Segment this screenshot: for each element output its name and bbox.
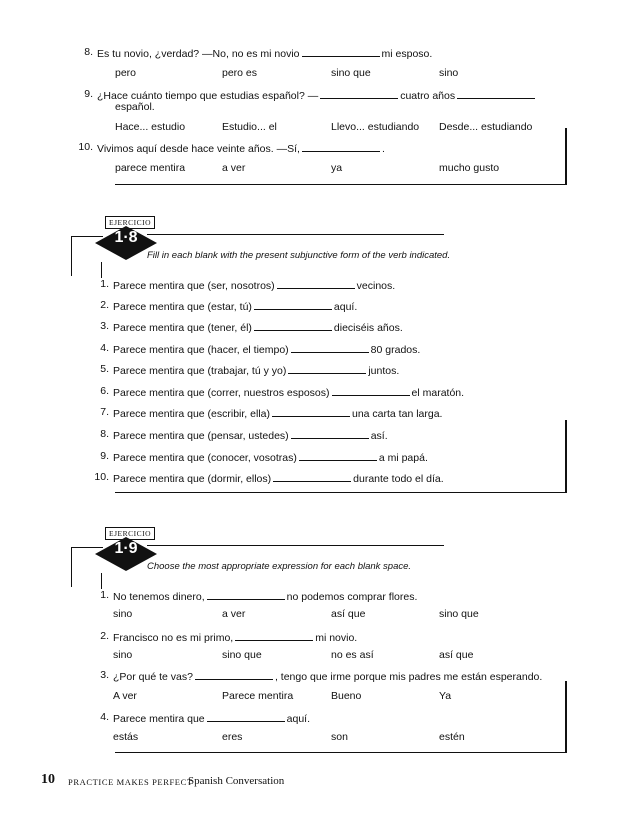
item-text-after: dieciséis años.: [333, 322, 403, 334]
option: pero: [115, 67, 137, 79]
item-text-after: a mi papá.: [378, 452, 428, 464]
item-number: 6.: [100, 385, 109, 397]
answer-blank[interactable]: [207, 589, 285, 600]
question-text-after: mi esposo.: [381, 48, 433, 60]
question-text: ¿Por qué te vas?: [113, 671, 193, 683]
item-text: Parece mentira que (dormir, ellos): [113, 473, 272, 485]
exercise-tag: EJERCICIO: [105, 527, 155, 540]
item-text: Parece mentira que (ser, nosotros): [113, 280, 275, 292]
box-bottom-rule: [115, 752, 567, 753]
answer-blank[interactable]: [332, 385, 410, 396]
book-title: Spanish Conversation: [188, 775, 285, 787]
item-text-after: aquí.: [333, 301, 358, 313]
answer-blank[interactable]: [235, 630, 313, 641]
question-text-after: , tengo que irme porque mis padres me están esperando.: [274, 671, 543, 683]
option: Llevo... estudiando: [331, 121, 420, 133]
exercise-left-rule-v: [71, 547, 72, 587]
answer-blank[interactable]: [254, 320, 332, 331]
option: a ver: [222, 162, 246, 174]
answer-blank[interactable]: [207, 711, 285, 722]
item-text-after: durante todo el día.: [353, 473, 444, 485]
item-number: 4.: [100, 342, 109, 354]
item-number: 9.: [100, 450, 109, 462]
page-number: 10: [41, 772, 55, 787]
item-number: 8.: [100, 428, 109, 440]
item-text-after: vecinos.: [356, 280, 396, 292]
option: Hace... estudio: [115, 121, 186, 133]
option: ya: [331, 162, 343, 174]
option: a ver: [222, 608, 246, 620]
question-number: 8.: [84, 46, 93, 58]
question-9-line2: español.: [115, 101, 155, 113]
question-text-after: .: [381, 143, 385, 155]
question-number: 4.: [100, 711, 109, 723]
exercise-inner-rule: [101, 262, 102, 278]
question-text: Vivimos aquí desde hace veinte años. —Sí,: [97, 143, 300, 155]
item-number: 5.: [100, 363, 109, 375]
option: estén: [439, 731, 465, 743]
item-number: 1.: [100, 278, 109, 290]
answer-blank[interactable]: [277, 278, 355, 289]
exercise-header-rule: [147, 234, 444, 235]
option: sino que: [222, 649, 262, 661]
exercise-number: 1·8: [114, 229, 138, 246]
option: estás: [113, 731, 139, 743]
exercise-instruction: Fill in each blank with the present subjunctive form of the verb indicated.: [147, 250, 451, 261]
item-text-after: una carta tan larga.: [351, 408, 443, 420]
question-number: 9.: [84, 88, 93, 100]
item-text-after: así.: [370, 430, 388, 442]
item-text: Parece mentira que (trabajar, tú y yo): [113, 365, 287, 377]
item-text-after: 80 grados.: [370, 344, 421, 356]
question-number: 3.: [100, 669, 109, 681]
exercise-inner-rule: [101, 573, 102, 589]
box-right-rule: [565, 420, 567, 493]
item-text: Parece mentira que (hacer, el tiempo): [113, 344, 289, 356]
question-text: ¿Hace cuánto tiempo que estudias español? —: [97, 90, 319, 102]
item-text: Parece mentira que (estar, tú): [113, 301, 252, 313]
answer-blank[interactable]: [273, 471, 351, 482]
question-number: 2.: [100, 630, 109, 642]
exercise-left-rule-v: [71, 236, 72, 276]
box-right-rule: [565, 128, 567, 185]
box-right-rule: [565, 681, 567, 753]
option: Parece mentira: [222, 690, 294, 702]
option: Bueno: [331, 690, 362, 702]
option: Desde... estudiando: [439, 121, 533, 133]
item-text-after: el maratón.: [411, 387, 465, 399]
item-text: Parece mentira que (escribir, ella): [113, 408, 270, 420]
option: mucho gusto: [439, 162, 500, 174]
answer-blank[interactable]: [254, 299, 332, 310]
exercise-tag: EJERCICIO: [105, 216, 155, 229]
answer-blank[interactable]: [195, 669, 273, 680]
series-title: PRACTICE MAKES PERFECT: [68, 777, 193, 787]
item-number: 2.: [100, 299, 109, 311]
item-text: Parece mentira que (correr, nuestros esposos): [113, 387, 330, 399]
option: no es así: [331, 649, 374, 661]
item-number: 3.: [100, 320, 109, 332]
answer-blank[interactable]: [291, 428, 369, 439]
answer-blank[interactable]: [302, 46, 380, 57]
option: así que: [331, 608, 366, 620]
option: pero es: [222, 67, 258, 79]
option: A ver: [113, 690, 137, 702]
answer-blank[interactable]: [302, 141, 380, 152]
question-text-after: cuatro años: [400, 90, 456, 102]
item-number: 10.: [94, 471, 109, 483]
option: así que: [439, 649, 474, 661]
exercise-header-rule: [147, 545, 444, 546]
question-text: Parece mentira que: [113, 713, 205, 725]
item-text-after: juntos.: [368, 365, 400, 377]
question-text: Francisco no es mi primo,: [113, 632, 234, 644]
answer-blank[interactable]: [299, 450, 377, 461]
option: sino: [439, 67, 459, 79]
item-text: Parece mentira que (tener, él): [113, 322, 252, 334]
question-text-after: aquí.: [286, 713, 310, 725]
option: Estudio... el: [222, 121, 277, 133]
question-text: No tenemos dinero,: [113, 591, 205, 603]
item-text: Parece mentira que (pensar, ustedes): [113, 430, 289, 442]
item-text: Parece mentira que (conocer, vosotras): [113, 452, 297, 464]
option: son: [331, 731, 348, 743]
answer-blank[interactable]: [457, 88, 535, 99]
question-number: 1.: [100, 589, 109, 601]
option: parece mentira: [115, 162, 186, 174]
question-text-after: mi novio.: [315, 632, 358, 644]
answer-blank[interactable]: [291, 342, 369, 353]
answer-blank[interactable]: [320, 88, 398, 99]
exercise-number: 1·9: [114, 540, 138, 557]
option: eres: [222, 731, 243, 743]
question-text: Es tu novio, ¿verdad? —No, no es mi novio: [97, 48, 300, 60]
exercise-instruction: Choose the most appropriate expression for each blank space.: [147, 561, 412, 572]
option: sino: [113, 649, 133, 661]
option: sino: [113, 608, 133, 620]
answer-blank[interactable]: [272, 406, 350, 417]
item-number: 7.: [100, 406, 109, 418]
question-text-after: no podemos comprar flores.: [286, 591, 418, 603]
box-bottom-rule: [115, 492, 567, 493]
option: sino que: [439, 608, 479, 620]
box-bottom-rule: [115, 184, 567, 185]
option: Ya: [439, 690, 452, 702]
option: sino que: [331, 67, 371, 79]
answer-blank[interactable]: [288, 363, 366, 374]
question-number: 10.: [78, 141, 93, 153]
